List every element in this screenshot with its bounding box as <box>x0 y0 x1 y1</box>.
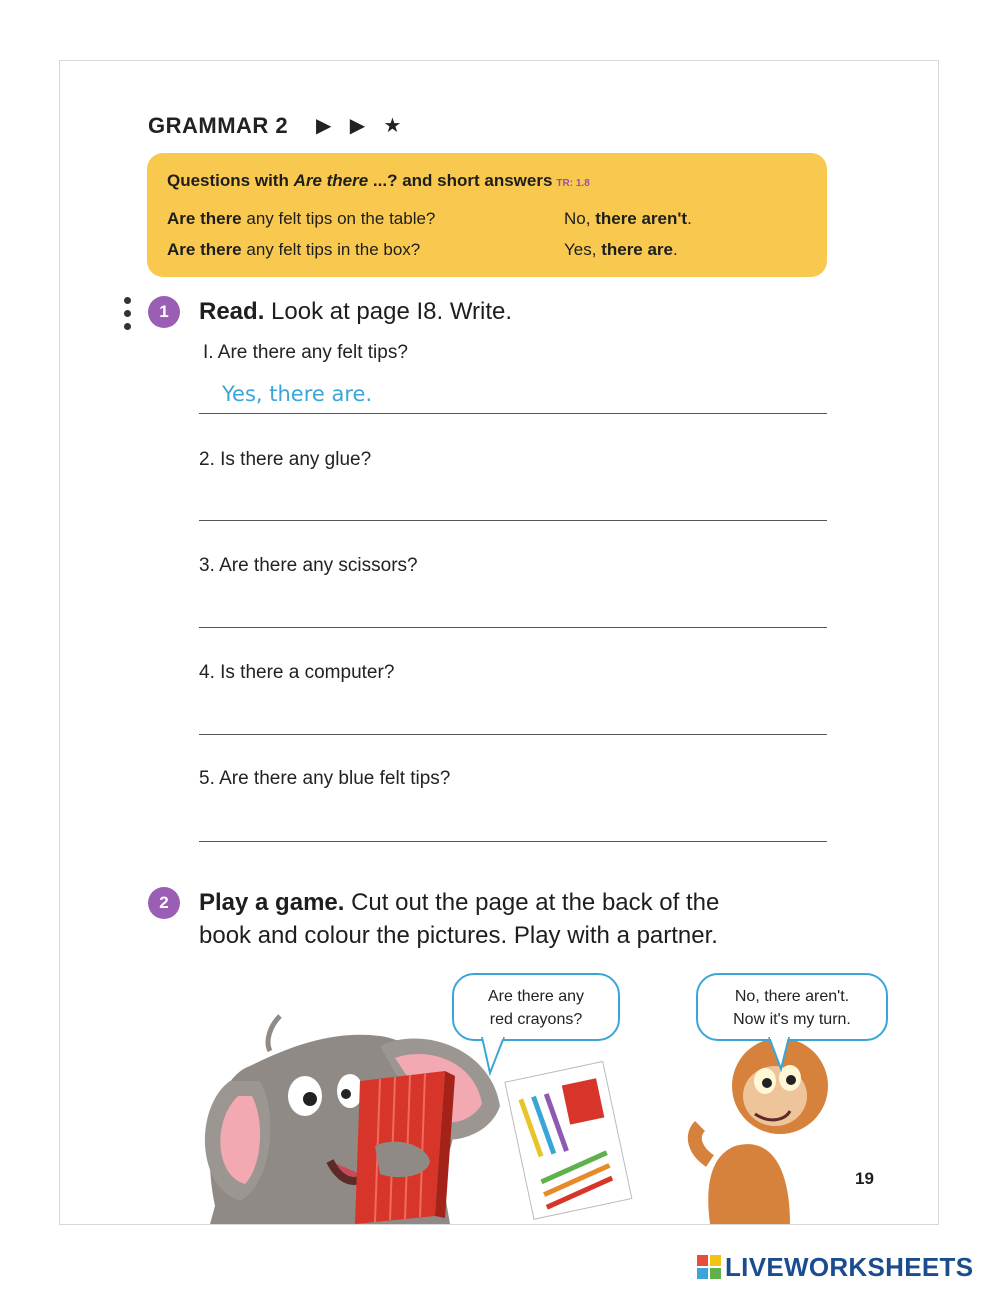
example-answer-1: No, there aren't. <box>564 209 692 228</box>
play-arrows-icon: ▶ ▶ ★ <box>316 113 408 137</box>
picture-card-icon <box>505 1062 632 1220</box>
example-question-1: Are there any felt tips on the table? <box>167 209 436 228</box>
monkey-bubble-tail-icon <box>765 1037 795 1073</box>
liveworksheets-logo <box>697 1252 973 1282</box>
exercise-1-number: 1 <box>148 296 180 328</box>
answer-line-3 <box>199 627 827 628</box>
question-4: 4. Is there a computer? <box>199 662 395 683</box>
elephant-icon <box>205 1016 500 1224</box>
grammar-box-heading: Questions with Are there ...? and short answers TR: 1.8 <box>167 171 590 190</box>
exercise-1-instructions: Read. Look at page I8. Write. <box>199 298 513 325</box>
question-3: 3. Are there any scissors? <box>199 555 418 576</box>
answer-line-5 <box>199 841 827 842</box>
example-answer-2: Yes, there are. <box>564 240 678 259</box>
answer-field-2[interactable] <box>222 489 822 517</box>
exercise-2-number: 2 <box>148 887 180 919</box>
answer-field-3[interactable] <box>222 596 822 624</box>
grammar-title: GRAMMAR 2 <box>148 113 289 138</box>
elephant-speech-bubble: Are there any red crayons? <box>452 973 620 1041</box>
question-2: 2. Is there any glue? <box>199 449 372 470</box>
page-number: 19 <box>855 1169 874 1188</box>
grammar-box <box>147 153 827 277</box>
answer-field-5[interactable] <box>222 810 822 838</box>
answer-line-2 <box>199 520 827 521</box>
monkey-speech-bubble: No, there aren't. Now it's my turn. <box>696 973 888 1041</box>
red-book-icon <box>355 1071 455 1224</box>
exercise-2-instructions: Play a game. Cut out the page at the back of the book and colour the pictures. Play with a partner. <box>199 889 720 949</box>
answer-field-4[interactable] <box>222 703 822 731</box>
answer-line-1 <box>199 413 827 414</box>
drag-handle-icon <box>124 297 130 336</box>
answer-field-1[interactable]: Yes, there are. <box>222 382 373 406</box>
question-1: I. Are there any felt tips? <box>203 342 408 363</box>
answer-line-4 <box>199 734 827 735</box>
monkey-icon <box>695 1038 828 1224</box>
liveworksheets-wordmark: LIVEWORKSHEETS <box>725 1251 974 1282</box>
elephant-bubble-tail-icon <box>480 1037 510 1077</box>
worksheet-page <box>59 60 939 1225</box>
track-label: TR: 1.8 <box>556 178 590 189</box>
example-question-2: Are there any felt tips in the box? <box>167 240 421 259</box>
liveworksheets-logo-icon <box>697 1255 721 1279</box>
question-5: 5. Are there any blue felt tips? <box>199 768 451 789</box>
